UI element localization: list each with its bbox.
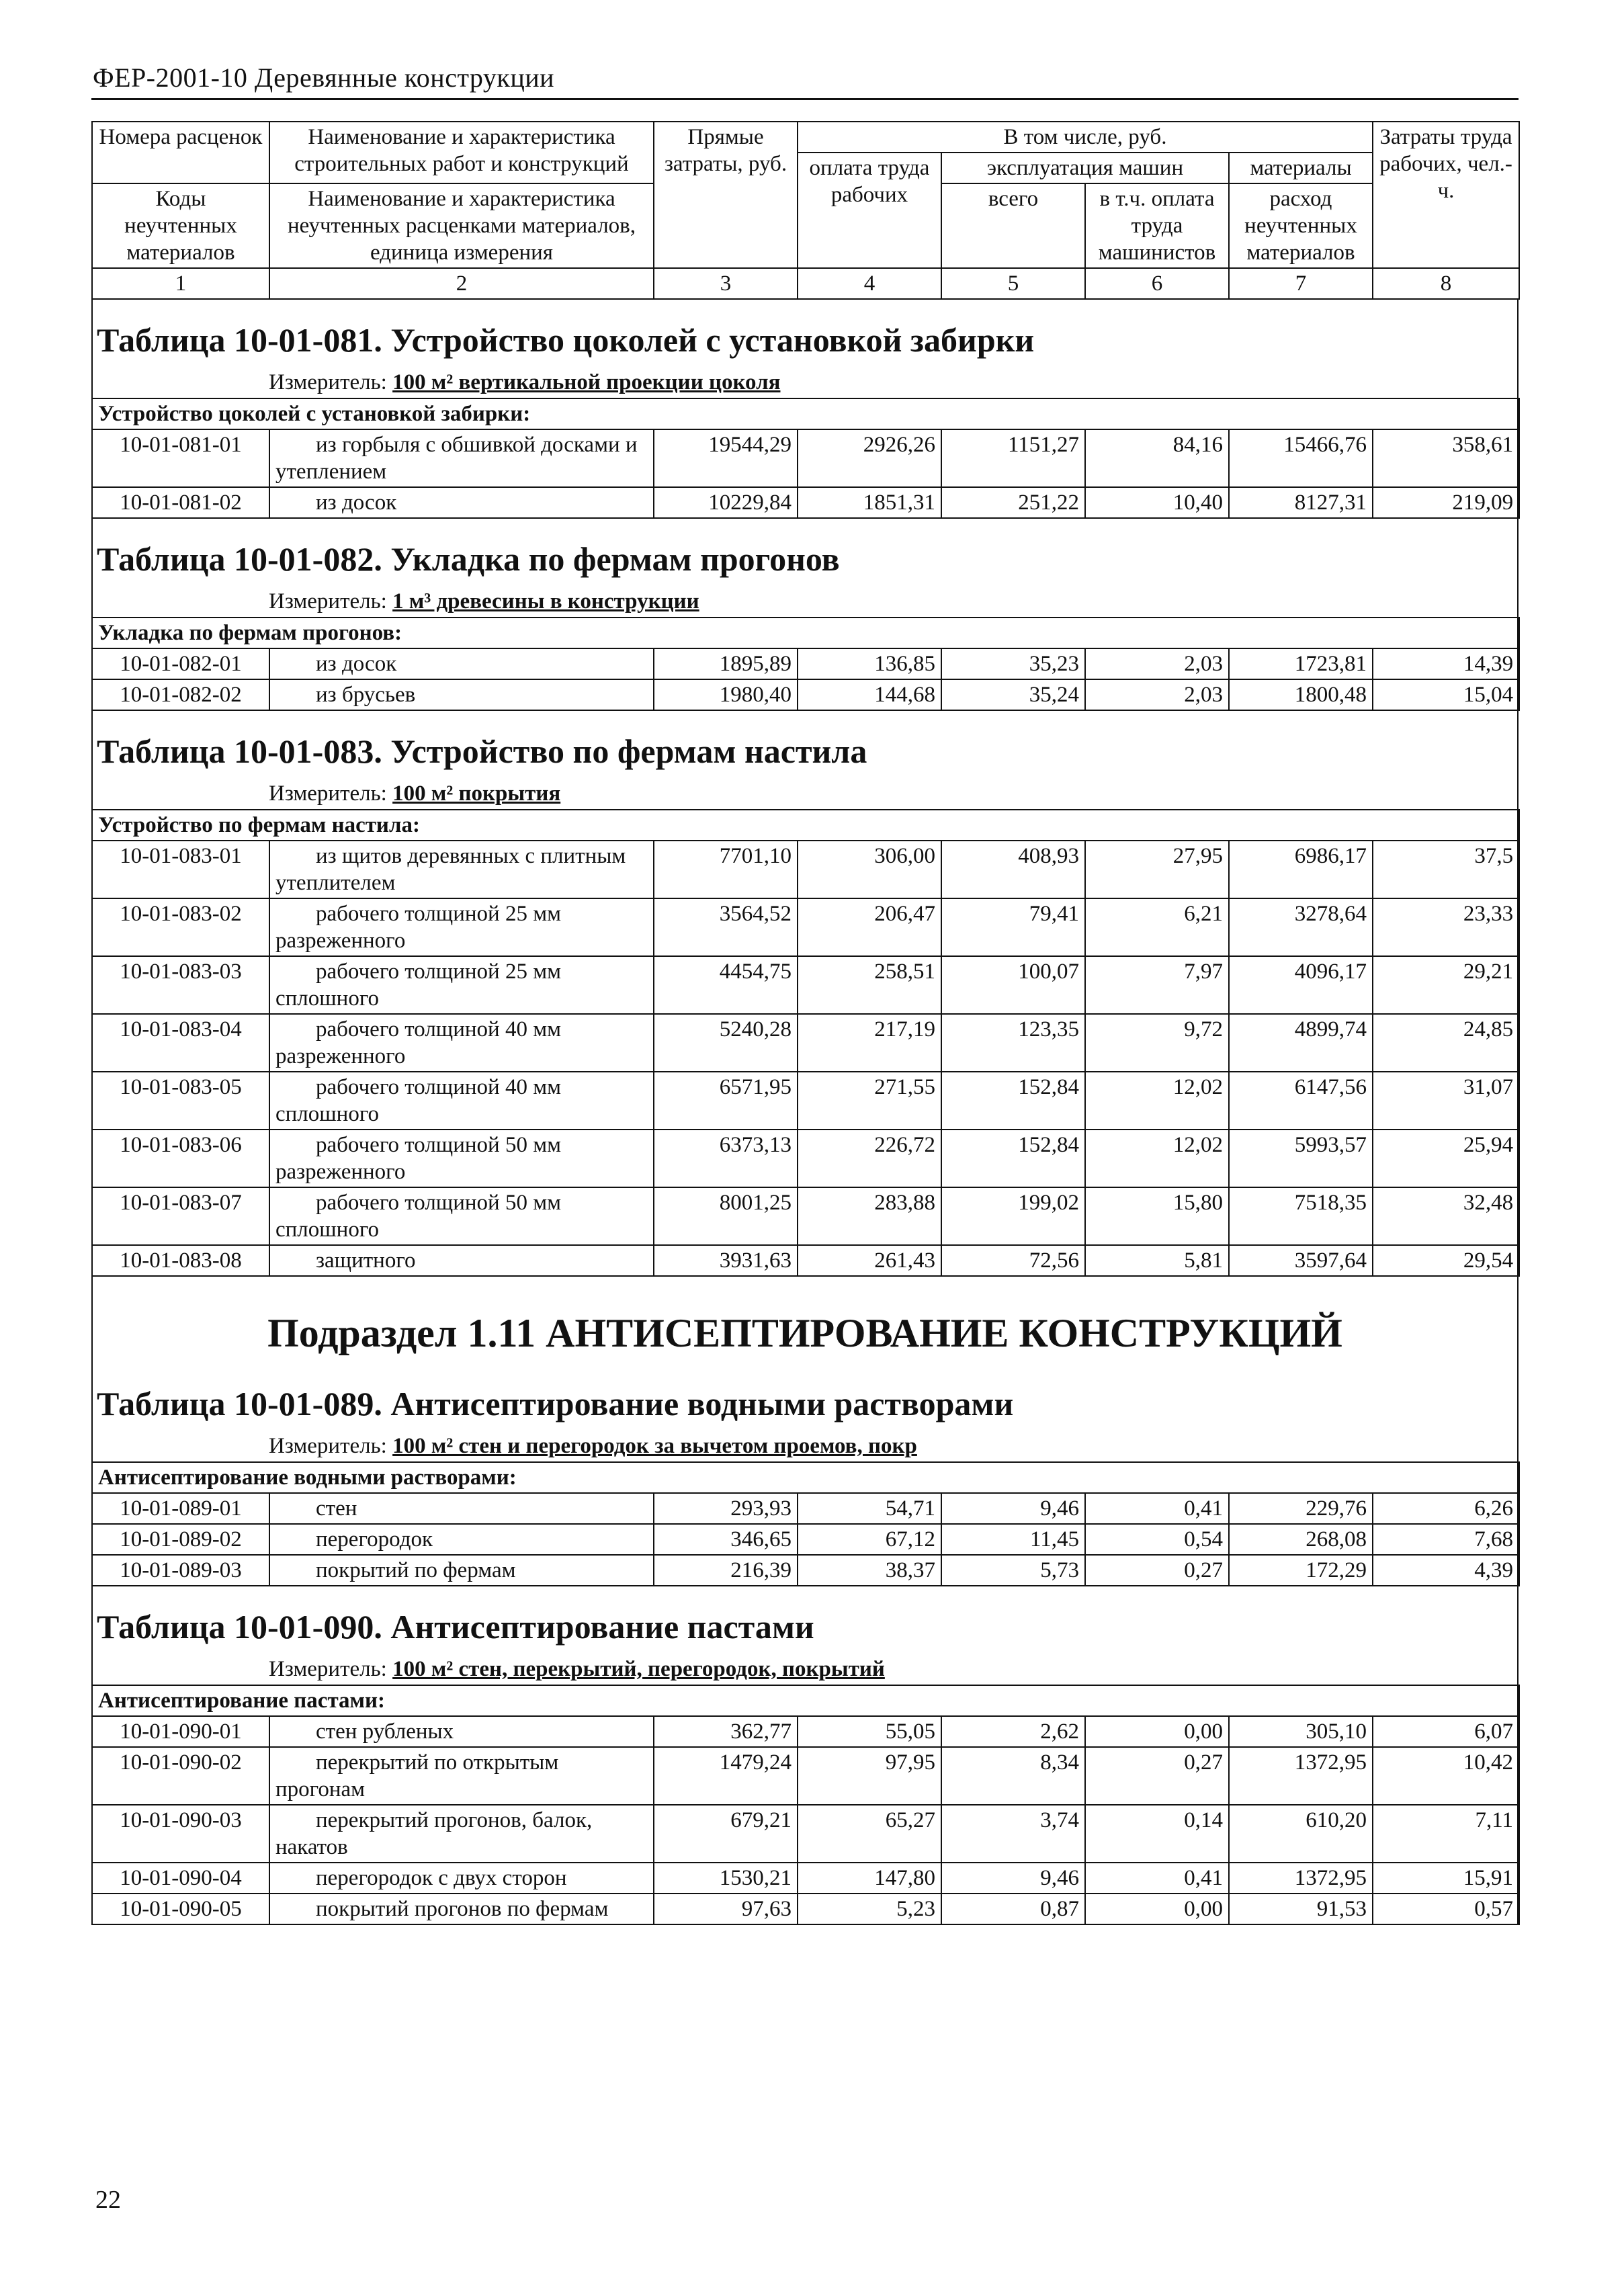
column-number-row: 1 2 3 4 5 6 7 8 [92, 268, 1519, 299]
labor-hours-cell: 14,39 [1373, 648, 1519, 679]
measure-line [93, 360, 1517, 398]
machines-total-cell: 408,93 [941, 841, 1085, 898]
column-header-table [91, 121, 1520, 300]
machinist-pay-cell: 10,40 [1085, 487, 1229, 518]
labor-pay-cell: 144,68 [798, 679, 941, 710]
machines-total-cell: 152,84 [941, 1072, 1085, 1130]
direct-cost-cell: 362,77 [654, 1716, 798, 1747]
col1-top: Номера расценок [92, 122, 269, 183]
materials-cost-cell: 15466,76 [1229, 429, 1373, 487]
labor-pay-cell: 306,00 [798, 841, 941, 898]
labor-pay-cell: 261,43 [798, 1245, 941, 1276]
machinist-pay-cell: 15,80 [1085, 1187, 1229, 1245]
labor-pay-cell: 5,23 [798, 1894, 941, 1924]
machines-total-cell: 79,41 [941, 898, 1085, 956]
materials-cost-cell: 3278,64 [1229, 898, 1373, 956]
machinist-pay-cell: 7,97 [1085, 956, 1229, 1014]
table-row [92, 1493, 1519, 1524]
labor-hours-cell: 29,21 [1373, 956, 1519, 1014]
labor-hours-cell: 23,33 [1373, 898, 1519, 956]
col4-header: оплата труда рабочих [798, 153, 941, 268]
machinist-pay-cell: 0,27 [1085, 1555, 1229, 1586]
table-row [92, 1014, 1519, 1072]
materials-cost-cell: 1372,95 [1229, 1863, 1373, 1894]
labor-pay-cell: 54,71 [798, 1493, 941, 1524]
labor-pay-cell: 65,27 [798, 1805, 941, 1863]
machinist-pay-cell: 84,16 [1085, 429, 1229, 487]
labor-pay-cell: 38,37 [798, 1555, 941, 1586]
materials-cost-cell: 4096,17 [1229, 956, 1373, 1014]
table-row [92, 1747, 1519, 1805]
work-name-cell: перекрытий прогонов, балок, накатов [269, 1805, 654, 1863]
page-header: ФЕР-2001-10 Деревянные конструкции [93, 62, 555, 93]
price-table [91, 1461, 1520, 1586]
machines-total-cell: 1151,27 [941, 429, 1085, 487]
rate-code-cell: 10-01-083-04 [92, 1014, 269, 1072]
machinist-pay-cell: 9,72 [1085, 1014, 1229, 1072]
col2-top: Наименование и характеристика строительных работ и конструкций [269, 122, 654, 183]
labor-pay-cell: 2926,26 [798, 429, 941, 487]
work-name-cell: из досок [269, 648, 654, 679]
work-name-cell: перегородок с двух сторон [269, 1863, 654, 1894]
table-row [92, 1130, 1519, 1187]
measure-value: 100 м² стен, перекрытий, перегородок, покрытий [392, 1657, 885, 1681]
work-name-cell: рабочего толщиной 25 мм сплошного [269, 956, 654, 1014]
labor-pay-cell: 217,19 [798, 1014, 941, 1072]
table-title: Таблица 10-01-089. Антисептирование водными растворами [97, 1385, 1014, 1422]
labor-pay-cell: 1851,31 [798, 487, 941, 518]
direct-cost-cell: 346,65 [654, 1524, 798, 1555]
col7-header: расход неучтенных материалов [1229, 183, 1373, 268]
machines-total-cell: 11,45 [941, 1524, 1085, 1555]
rate-code-cell: 10-01-090-01 [92, 1716, 269, 1747]
rate-code-cell: 10-01-083-08 [92, 1245, 269, 1276]
labor-hours-cell: 7,68 [1373, 1524, 1519, 1555]
materials-cost-cell: 8127,31 [1229, 487, 1373, 518]
materials-cost-cell: 1800,48 [1229, 679, 1373, 710]
rate-code-cell: 10-01-090-04 [92, 1863, 269, 1894]
work-name-cell: стен [269, 1493, 654, 1524]
work-name-cell: защитного [269, 1245, 654, 1276]
table-row [92, 1555, 1519, 1586]
work-name-cell: рабочего толщиной 25 мм разреженного [269, 898, 654, 956]
measure-line [93, 771, 1517, 809]
machines-total-cell: 152,84 [941, 1130, 1085, 1187]
table-row [92, 1894, 1519, 1924]
machines-header: эксплуатация машин [941, 153, 1229, 183]
table-row [92, 1187, 1519, 1245]
col6-header: в т.ч. оплата труда машинистов [1085, 183, 1229, 268]
table-row [92, 1805, 1519, 1863]
work-name-cell: из горбыля с обшивкой досками и утеплением [269, 429, 654, 487]
machinist-pay-cell: 12,02 [1085, 1072, 1229, 1130]
table-row [92, 956, 1519, 1014]
group-heading: Укладка по фермам прогонов: [92, 618, 1519, 648]
direct-cost-cell: 19544,29 [654, 429, 798, 487]
machines-total-cell: 5,73 [941, 1555, 1085, 1586]
work-name-cell: рабочего толщиной 40 мм сплошного [269, 1072, 654, 1130]
direct-cost-cell: 6373,13 [654, 1130, 798, 1187]
labor-pay-cell: 258,51 [798, 956, 941, 1014]
price-table-block [91, 1586, 1519, 1925]
labor-pay-cell: 97,95 [798, 1747, 941, 1805]
measure-line [93, 579, 1517, 617]
direct-cost-cell: 10229,84 [654, 487, 798, 518]
table-row [92, 429, 1519, 487]
group-heading: Антисептирование водными растворами: [92, 1462, 1519, 1493]
materials-cost-cell: 1372,95 [1229, 1747, 1373, 1805]
work-name-cell: рабочего толщиной 40 мм разреженного [269, 1014, 654, 1072]
measure-value: 100 м² стен и перегородок за вычетом проемов, покр [392, 1434, 917, 1458]
machines-total-cell: 35,24 [941, 679, 1085, 710]
measure-value: 100 м² вертикальной проекции цоколя [392, 370, 781, 394]
machines-total-cell: 123,35 [941, 1014, 1085, 1072]
machines-total-cell: 3,74 [941, 1805, 1085, 1863]
direct-cost-cell: 8001,25 [654, 1187, 798, 1245]
labor-hours-cell: 7,11 [1373, 1805, 1519, 1863]
labor-pay-cell: 283,88 [798, 1187, 941, 1245]
machines-total-cell: 2,62 [941, 1716, 1085, 1747]
table-row [92, 679, 1519, 710]
machines-total-cell: 72,56 [941, 1245, 1085, 1276]
rate-code-cell: 10-01-089-03 [92, 1555, 269, 1586]
table-row [92, 1245, 1519, 1276]
labor-pay-cell: 55,05 [798, 1716, 941, 1747]
table-row [92, 1072, 1519, 1130]
labor-hours-cell: 25,94 [1373, 1130, 1519, 1187]
rate-code-cell: 10-01-083-06 [92, 1130, 269, 1187]
labor-hours-cell: 32,48 [1373, 1187, 1519, 1245]
rate-code-cell: 10-01-083-03 [92, 956, 269, 1014]
direct-cost-cell: 293,93 [654, 1493, 798, 1524]
measure-value: 1 м³ древесины в конструкции [392, 589, 699, 613]
machinist-pay-cell: 0,54 [1085, 1524, 1229, 1555]
table-title: Таблица 10-01-083. Устройство по фермам настила [97, 732, 867, 770]
machinist-pay-cell: 0,41 [1085, 1493, 1229, 1524]
rate-code-cell: 10-01-083-07 [92, 1187, 269, 1245]
machines-total-cell: 9,46 [941, 1863, 1085, 1894]
machines-total-cell: 35,23 [941, 648, 1085, 679]
measure-label: Измеритель: [269, 1434, 387, 1458]
incl-header: В том числе, руб. [798, 122, 1373, 153]
direct-cost-cell: 5240,28 [654, 1014, 798, 1072]
direct-cost-cell: 1479,24 [654, 1747, 798, 1805]
machinist-pay-cell: 0,00 [1085, 1716, 1229, 1747]
labor-hours-cell: 29,54 [1373, 1245, 1519, 1276]
table-row [92, 1863, 1519, 1894]
direct-cost-cell: 3931,63 [654, 1245, 798, 1276]
labor-pay-cell: 226,72 [798, 1130, 941, 1187]
machinist-pay-cell: 0,27 [1085, 1747, 1229, 1805]
machines-total-cell: 251,22 [941, 487, 1085, 518]
rate-code-cell: 10-01-089-02 [92, 1524, 269, 1555]
labor-hours-cell: 10,42 [1373, 1747, 1519, 1805]
rate-code-cell: 10-01-090-03 [92, 1805, 269, 1863]
labor-pay-cell: 147,80 [798, 1863, 941, 1894]
materials-cost-cell: 3597,64 [1229, 1245, 1373, 1276]
rate-code-cell: 10-01-090-05 [92, 1894, 269, 1924]
work-name-cell: покрытий по фермам [269, 1555, 654, 1586]
labor-hours-cell: 15,04 [1373, 679, 1519, 710]
price-table-block [91, 300, 1519, 519]
work-name-cell: покрытий прогонов по фермам [269, 1894, 654, 1924]
table-row [92, 487, 1519, 518]
price-table-block [91, 711, 1519, 1277]
machinist-pay-cell: 12,02 [1085, 1130, 1229, 1187]
labor-hours-cell: 358,61 [1373, 429, 1519, 487]
direct-cost-cell: 1895,89 [654, 648, 798, 679]
measure-label: Измеритель: [269, 781, 387, 806]
materials-cost-cell: 1723,81 [1229, 648, 1373, 679]
labor-hours-cell: 0,57 [1373, 1894, 1519, 1924]
materials-header: материалы [1229, 153, 1373, 183]
work-name-cell: стен рубленых [269, 1716, 654, 1747]
rate-code-cell: 10-01-082-01 [92, 648, 269, 679]
direct-cost-cell: 7701,10 [654, 841, 798, 898]
work-name-cell: рабочего толщиной 50 мм разреженного [269, 1130, 654, 1187]
direct-cost-cell: 97,63 [654, 1894, 798, 1924]
price-table [91, 809, 1520, 1277]
col5-header: всего [941, 183, 1085, 268]
machinist-pay-cell: 6,21 [1085, 898, 1229, 956]
price-table [91, 398, 1520, 519]
materials-cost-cell: 305,10 [1229, 1716, 1373, 1747]
col2-bottom: Наименование и характеристика неучтенных расценками материалов, единица измерения [269, 183, 654, 268]
direct-cost-cell: 3564,52 [654, 898, 798, 956]
machinist-pay-cell: 2,03 [1085, 679, 1229, 710]
price-table [91, 617, 1520, 711]
work-name-cell: перекрытий по открытым прогонам [269, 1747, 654, 1805]
labor-hours-cell: 31,07 [1373, 1072, 1519, 1130]
direct-cost-cell: 6571,95 [654, 1072, 798, 1130]
machinist-pay-cell: 0,00 [1085, 1894, 1229, 1924]
table-title: Таблица 10-01-082. Укладка по фермам прогонов [97, 540, 840, 578]
table-row [92, 648, 1519, 679]
price-tables [91, 300, 1519, 1925]
table-title: Таблица 10-01-090. Антисептирование пастами [97, 1608, 814, 1646]
price-table-block [91, 519, 1519, 711]
labor-hours-cell: 37,5 [1373, 841, 1519, 898]
machinist-pay-cell: 2,03 [1085, 648, 1229, 679]
direct-cost-cell: 1980,40 [654, 679, 798, 710]
work-name-cell: из брусьев [269, 679, 654, 710]
table-title: Таблица 10-01-081. Устройство цоколей с установкой забирки [97, 321, 1035, 359]
machinist-pay-cell: 0,14 [1085, 1805, 1229, 1863]
work-name-cell: рабочего толщиной 50 мм сплошного [269, 1187, 654, 1245]
measure-label: Измеритель: [269, 1657, 387, 1681]
table-row [92, 841, 1519, 898]
measure-line [93, 1424, 1517, 1461]
document-body [91, 121, 1519, 1925]
page-number: 22 [95, 2186, 121, 2214]
direct-cost-cell: 1530,21 [654, 1863, 798, 1894]
measure-line [93, 1647, 1517, 1685]
materials-cost-cell: 7518,35 [1229, 1187, 1373, 1245]
group-heading: Устройство цоколей с установкой забирки: [92, 398, 1519, 429]
machinist-pay-cell: 27,95 [1085, 841, 1229, 898]
rate-code-cell: 10-01-089-01 [92, 1493, 269, 1524]
labor-pay-cell: 271,55 [798, 1072, 941, 1130]
labor-hours-cell: 6,07 [1373, 1716, 1519, 1747]
measure-value: 100 м² покрытия [392, 781, 561, 806]
machines-total-cell: 9,46 [941, 1493, 1085, 1524]
labor-hours-cell: 4,39 [1373, 1555, 1519, 1586]
machines-total-cell: 199,02 [941, 1187, 1085, 1245]
rate-code-cell: 10-01-083-02 [92, 898, 269, 956]
materials-cost-cell: 6986,17 [1229, 841, 1373, 898]
subsection-title: Подраздел 1.11 АНТИСЕПТИРОВАНИЕ КОНСТРУКЦИЙ [267, 1311, 1342, 1355]
rate-code-cell: 10-01-081-02 [92, 487, 269, 518]
col8-header: Затраты труда рабочих, чел.-ч. [1373, 122, 1519, 268]
materials-cost-cell: 229,76 [1229, 1493, 1373, 1524]
group-heading: Антисептирование пастами: [92, 1685, 1519, 1716]
table-row [92, 898, 1519, 956]
table-row [92, 1716, 1519, 1747]
price-table-block [91, 1277, 1519, 1586]
labor-pay-cell: 136,85 [798, 648, 941, 679]
work-name-cell: перегородок [269, 1524, 654, 1555]
direct-cost-cell: 679,21 [654, 1805, 798, 1863]
materials-cost-cell: 91,53 [1229, 1894, 1373, 1924]
materials-cost-cell: 4899,74 [1229, 1014, 1373, 1072]
labor-pay-cell: 67,12 [798, 1524, 941, 1555]
col3-header: Прямые затраты, руб. [654, 122, 798, 268]
work-name-cell: из щитов деревянных с плитным утеплителем [269, 841, 654, 898]
materials-cost-cell: 5993,57 [1229, 1130, 1373, 1187]
rate-code-cell: 10-01-083-01 [92, 841, 269, 898]
table-row [92, 1524, 1519, 1555]
machines-total-cell: 8,34 [941, 1747, 1085, 1805]
header-rule [91, 98, 1519, 100]
work-name-cell: из досок [269, 487, 654, 518]
machinist-pay-cell: 0,41 [1085, 1863, 1229, 1894]
machinist-pay-cell: 5,81 [1085, 1245, 1229, 1276]
direct-cost-cell: 216,39 [654, 1555, 798, 1586]
machines-total-cell: 0,87 [941, 1894, 1085, 1924]
rate-code-cell: 10-01-083-05 [92, 1072, 269, 1130]
measure-label: Измеритель: [269, 370, 387, 394]
rate-code-cell: 10-01-081-01 [92, 429, 269, 487]
labor-hours-cell: 24,85 [1373, 1014, 1519, 1072]
direct-cost-cell: 4454,75 [654, 956, 798, 1014]
materials-cost-cell: 610,20 [1229, 1805, 1373, 1863]
group-heading: Устройство по фермам настила: [92, 810, 1519, 841]
col1-bottom: Коды неучтенных материалов [92, 183, 269, 268]
rate-code-cell: 10-01-090-02 [92, 1747, 269, 1805]
labor-pay-cell: 206,47 [798, 898, 941, 956]
machines-total-cell: 100,07 [941, 956, 1085, 1014]
price-table [91, 1685, 1520, 1925]
labor-hours-cell: 219,09 [1373, 487, 1519, 518]
labor-hours-cell: 6,26 [1373, 1493, 1519, 1524]
materials-cost-cell: 6147,56 [1229, 1072, 1373, 1130]
measure-label: Измеритель: [269, 589, 387, 613]
rate-code-cell: 10-01-082-02 [92, 679, 269, 710]
materials-cost-cell: 268,08 [1229, 1524, 1373, 1555]
labor-hours-cell: 15,91 [1373, 1863, 1519, 1894]
materials-cost-cell: 172,29 [1229, 1555, 1373, 1586]
